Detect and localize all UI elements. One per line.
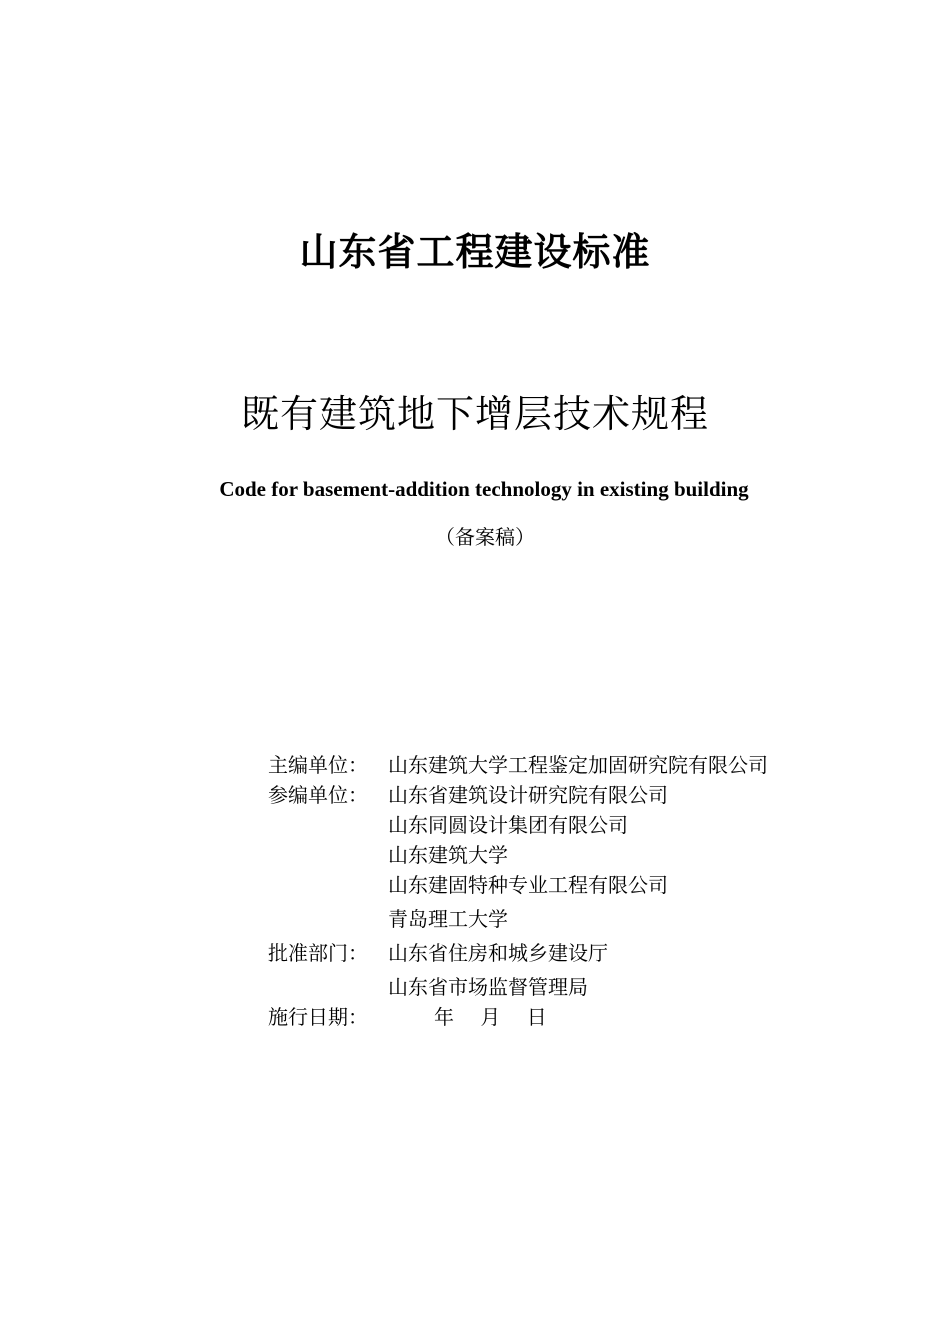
participating-unit: 山东省建筑设计研究院有限公司: [388, 783, 668, 807]
participating-unit: 山东建筑大学: [388, 843, 508, 867]
chief-editor-value: 山东建筑大学工程鉴定加固研究院有限公司: [388, 753, 768, 777]
standard-title: 山东省工程建设标准: [299, 230, 651, 274]
date-day: 日: [526, 1005, 547, 1029]
participating-label: 参编单位：: [268, 783, 368, 807]
date-year: 年: [434, 1005, 454, 1029]
participating-unit: 青岛理工大学: [388, 907, 508, 931]
participating-unit: 山东建固特种专业工程有限公司: [388, 873, 668, 897]
chief-editor-label: 主编单位：: [268, 753, 368, 777]
approval-label: 批准部门：: [268, 941, 368, 965]
code-title-english: Code for basement-addition technology in existing building: [219, 477, 749, 501]
effective-date-label: 施行日期：: [268, 1005, 368, 1029]
effective-date-value: [434, 1002, 567, 1032]
date-month: 月: [480, 1005, 501, 1029]
approval-department: 山东省住房和城乡建设厅: [388, 941, 608, 965]
code-title-chinese: 既有建筑地下增层技术规程: [240, 392, 709, 436]
draft-status: （备案稿）: [435, 525, 535, 549]
participating-unit: 山东同圆设计集团有限公司: [388, 813, 628, 837]
approval-department: 山东省市场监督管理局: [388, 975, 588, 999]
